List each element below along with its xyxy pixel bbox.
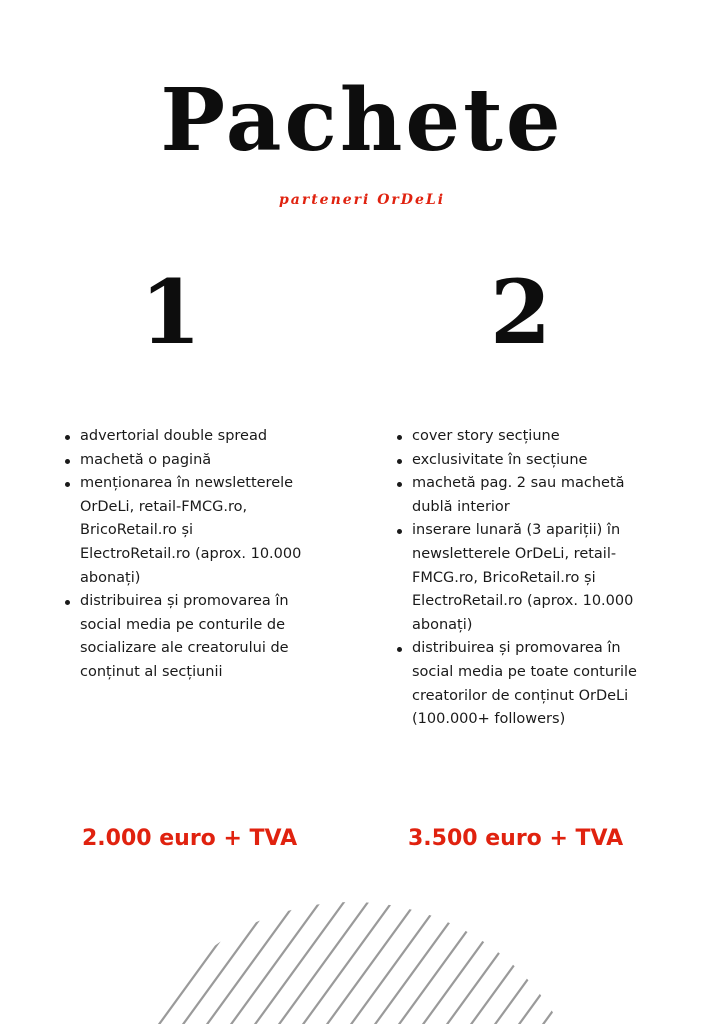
hatch-lines xyxy=(0,880,724,1024)
hatch-line xyxy=(0,880,120,1024)
hatch-line xyxy=(656,880,724,1024)
package-2-price: 3.500 euro + TVA xyxy=(408,826,624,851)
list-item: machetă o pagină xyxy=(62,449,302,473)
hatch-line xyxy=(608,880,724,1024)
package-1-number: 1 xyxy=(140,260,202,364)
hatch-line xyxy=(8,880,168,1024)
list-item: machetă pag. 2 sau machetă dublă interior xyxy=(394,472,662,519)
list-item: distribuirea și promovarea în social media pe conturile de socializare ale creatorului de conținut al secțiunii xyxy=(62,590,302,684)
hatch-line xyxy=(32,880,192,1024)
page-title: Pachete xyxy=(160,70,564,171)
list-item: menționarea în newsletterele OrDeLi, retail-FMCG.ro, BricoRetail.ro și ElectroRetail.ro (aprox. 10.000 abonați) xyxy=(62,472,302,590)
page-subtitle: parteneri OrDeLi xyxy=(278,192,446,208)
list-item: cover story secțiune xyxy=(394,425,662,449)
hatch-line xyxy=(584,880,724,1024)
hatch-line xyxy=(0,880,72,1024)
package-2-features xyxy=(394,425,662,732)
hatch-line xyxy=(560,880,720,1024)
hatch-line xyxy=(0,880,48,1024)
list-item: inserare lunară (3 apariții) în newsletterele OrDeLi, retail-FMCG.ro, BricoRetail.ro și ElectroRetail.ro (aprox. 10.000 abonați) xyxy=(394,519,662,637)
hatch-line xyxy=(56,880,216,1024)
hatch-line xyxy=(536,880,696,1024)
hatch-line xyxy=(680,880,724,1024)
hatch-line xyxy=(0,880,24,1024)
hatch-line xyxy=(632,880,724,1024)
list-item: advertorial double spread xyxy=(62,425,302,449)
hatch-line xyxy=(704,880,724,1024)
hatch-line xyxy=(80,880,240,1024)
hatched-circle-decoration xyxy=(0,880,724,1024)
list-item: distribuirea și promovarea în social media pe toate conturile creatorilor de conținut OrDeLi (100.000+ followers) xyxy=(394,637,662,731)
package-1-features xyxy=(62,425,302,685)
package-1-price: 2.000 euro + TVA xyxy=(82,826,298,851)
hatch-line xyxy=(128,880,288,1024)
hatch-line xyxy=(0,880,144,1024)
hatch-line xyxy=(0,880,96,1024)
package-2-number: 2 xyxy=(490,260,552,364)
list-item: exclusivitate în secțiune xyxy=(394,449,662,473)
hatch-line xyxy=(104,880,264,1024)
